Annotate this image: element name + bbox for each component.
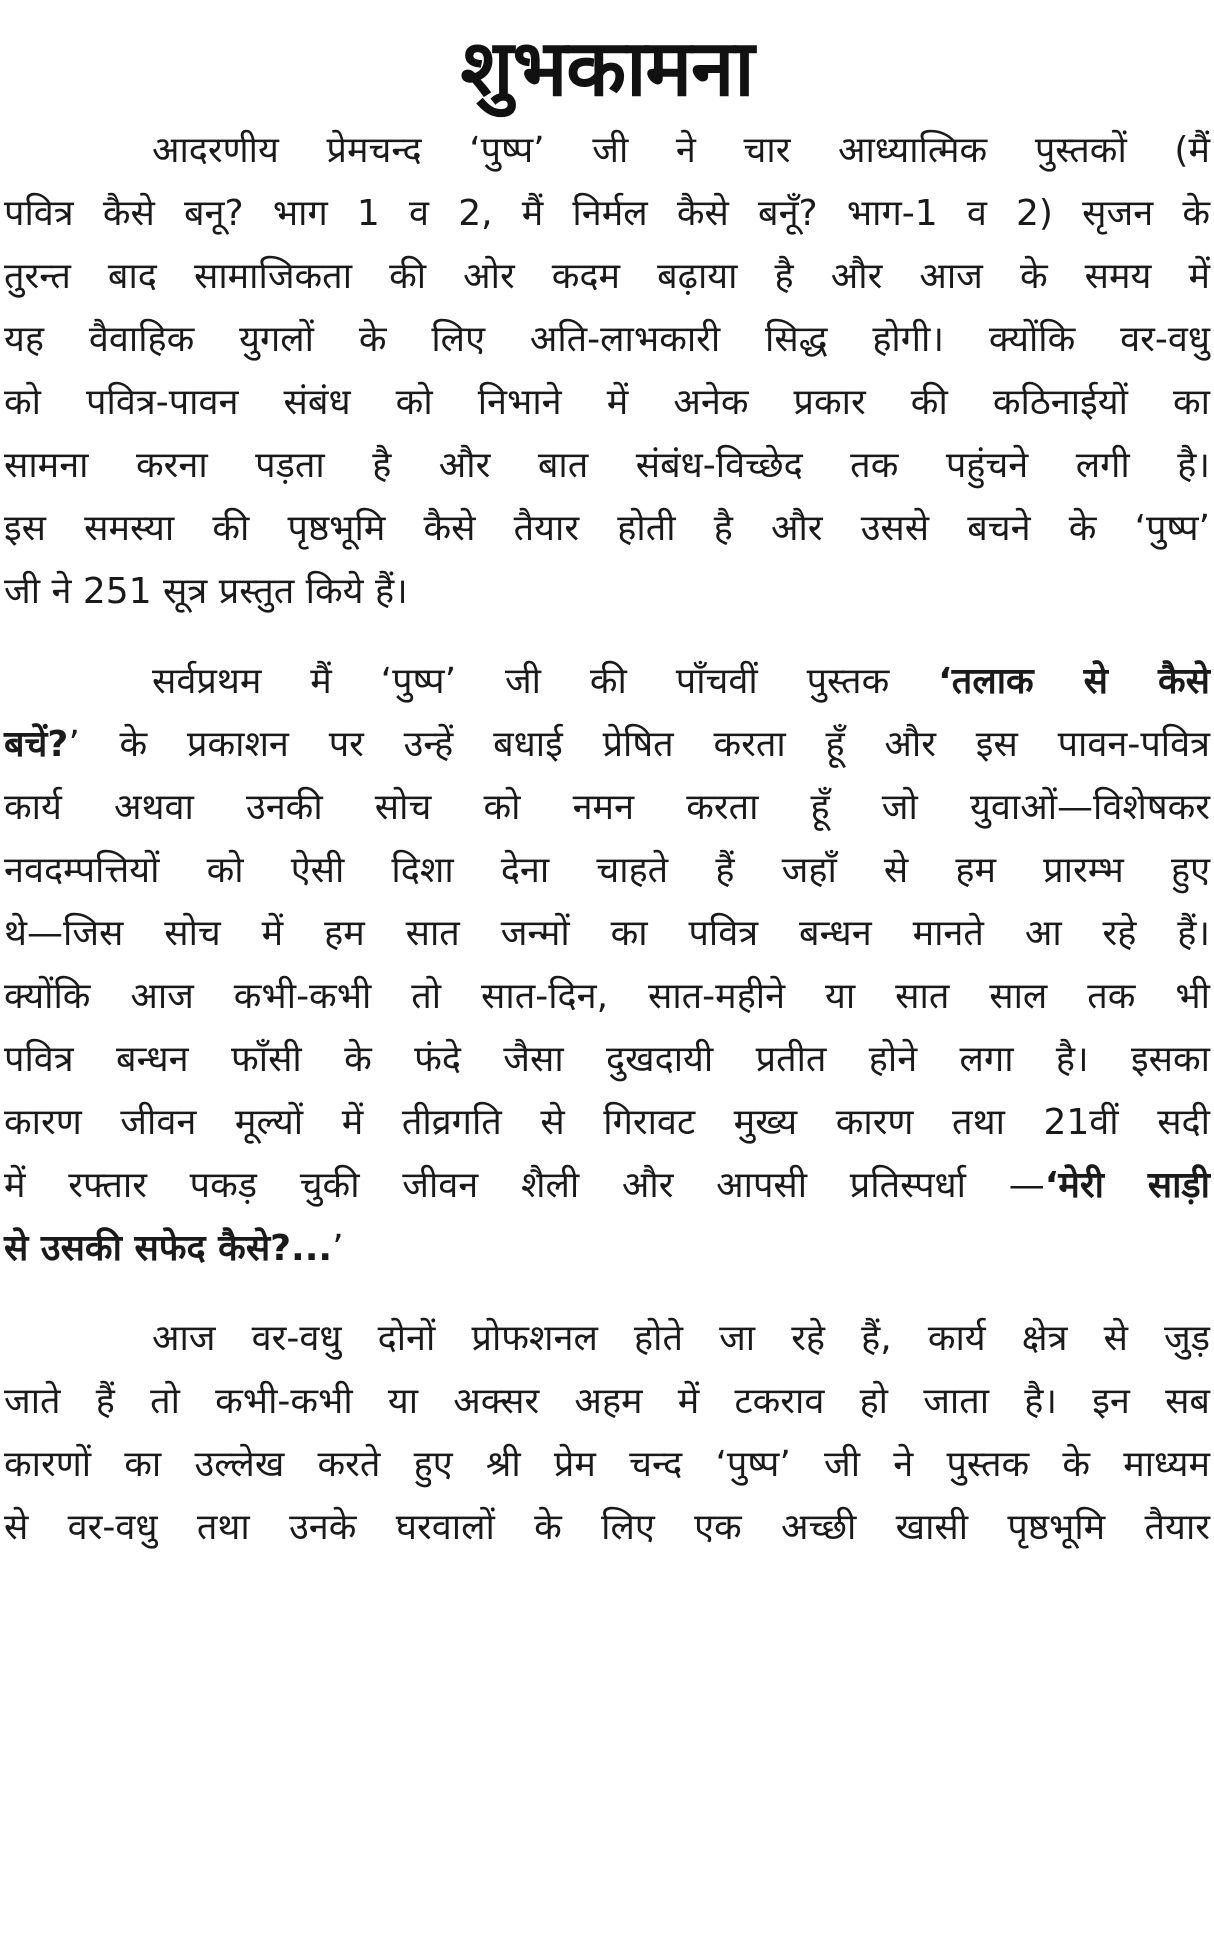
text-line	[152, 658, 1210, 706]
text-line: जी ने 251 सूत्र प्रस्तुत किये हैं।	[4, 571, 408, 612]
text-line: तुरन्त बाद सामाजिकता की ओर कदम बढ़ाया है और आज के समय में	[4, 256, 1210, 297]
quote-bold: ‘मेरी साड़ी	[1044, 1165, 1211, 1206]
text-span: में रफ्तार पकड़ चुकी जीवन शैली और आपसी प्रतिस्पर्धा —	[4, 1165, 1045, 1206]
text-line: कारण जीवन मूल्यों में तीव्रगति से गिरावट मुख्य कारण तथा 21वीं सदी	[4, 1102, 1210, 1143]
book-title-bold: ‘तलाक से कैसे	[938, 661, 1210, 702]
text-span: सर्वप्रथम मैं ‘पुष्प’ जी की पाँचवीं पुस्तक	[152, 661, 939, 702]
text-line	[4, 1162, 1210, 1210]
text-line: सामना करना पड़ता है और बात संबंध-विच्छेद तक पहुंचने लगी है।	[4, 445, 1210, 486]
text-line: नवदम्पत्तियों को ऐसी दिशा देना चाहते हैं जहाँ से हम प्रारम्भ हुए	[4, 850, 1210, 891]
book-title-bold: बचें?	[4, 724, 69, 765]
text-line: क्योंकि आज कभी-कभी तो सात-दिन, सात-महीने या सात साल तक भी	[4, 976, 1210, 1017]
text-line: जाते हैं तो कभी-कभी या अक्सर अहम में टकराव हो जाता है। इन सब	[4, 1381, 1210, 1422]
text-line: कारणों का उल्लेख करते हुए श्री प्रेम चन्द ‘पुष्प’ जी ने पुस्तक के माध्यम	[4, 1444, 1210, 1485]
page-title: शुभकामना	[460, 24, 754, 115]
text-line: पवित्र कैसे बनू? भाग 1 व 2, मैं निर्मल कैसे बनूँ? भाग-1 व 2) सृजन के	[4, 193, 1210, 234]
text-span: ’ के प्रकाशन पर उन्हें बधाई प्रेषित करता हूँ और इस पावन-पवित्र	[68, 724, 1210, 765]
text-line: आज वर-वधु दोनों प्रोफशनल होते जा रहे हैं, कार्य क्षेत्र से जुड़	[152, 1318, 1210, 1359]
text-line	[4, 721, 1210, 769]
text-line: कार्य अथवा उनकी सोच को नमन करता हूँ जो युवाओं—विशेषकर	[4, 787, 1210, 828]
text-line: को पवित्र-पावन संबंध को निभाने में अनेक प्रकार की कठिनाईयों का	[4, 382, 1210, 423]
quote-bold: से उसकी सफेद कैसे?...	[4, 1228, 333, 1269]
text-line: पवित्र बन्धन फाँसी के फंदे जैसा दुखदायी प्रतीत होने लगा है। इसका	[4, 1039, 1210, 1080]
text-line: इस समस्या की पृष्ठभूमि कैसे तैयार होती है और उससे बचने के ‘पुष्प’	[4, 508, 1210, 549]
text-line	[4, 1225, 1210, 1273]
text-line: आदरणीय प्रेमचन्द ‘पुष्प’ जी ने चार आध्यात्मिक पुस्तकों (मैं	[152, 130, 1210, 171]
text-line: से वर-वधु तथा उनके घरवालों के लिए एक अच्छी खासी पृष्ठभूमि तैयार	[4, 1507, 1210, 1548]
text-line: थे—जिस सोच में हम सात जन्मों का पवित्र बन्धन मानते आ रहे हैं।	[4, 913, 1210, 954]
text-line: यह वैवाहिक युगलों के लिए अति-लाभकारी सिद्ध होगी। क्योंकि वर-वधु	[4, 319, 1210, 360]
text-span: ’	[332, 1228, 344, 1269]
